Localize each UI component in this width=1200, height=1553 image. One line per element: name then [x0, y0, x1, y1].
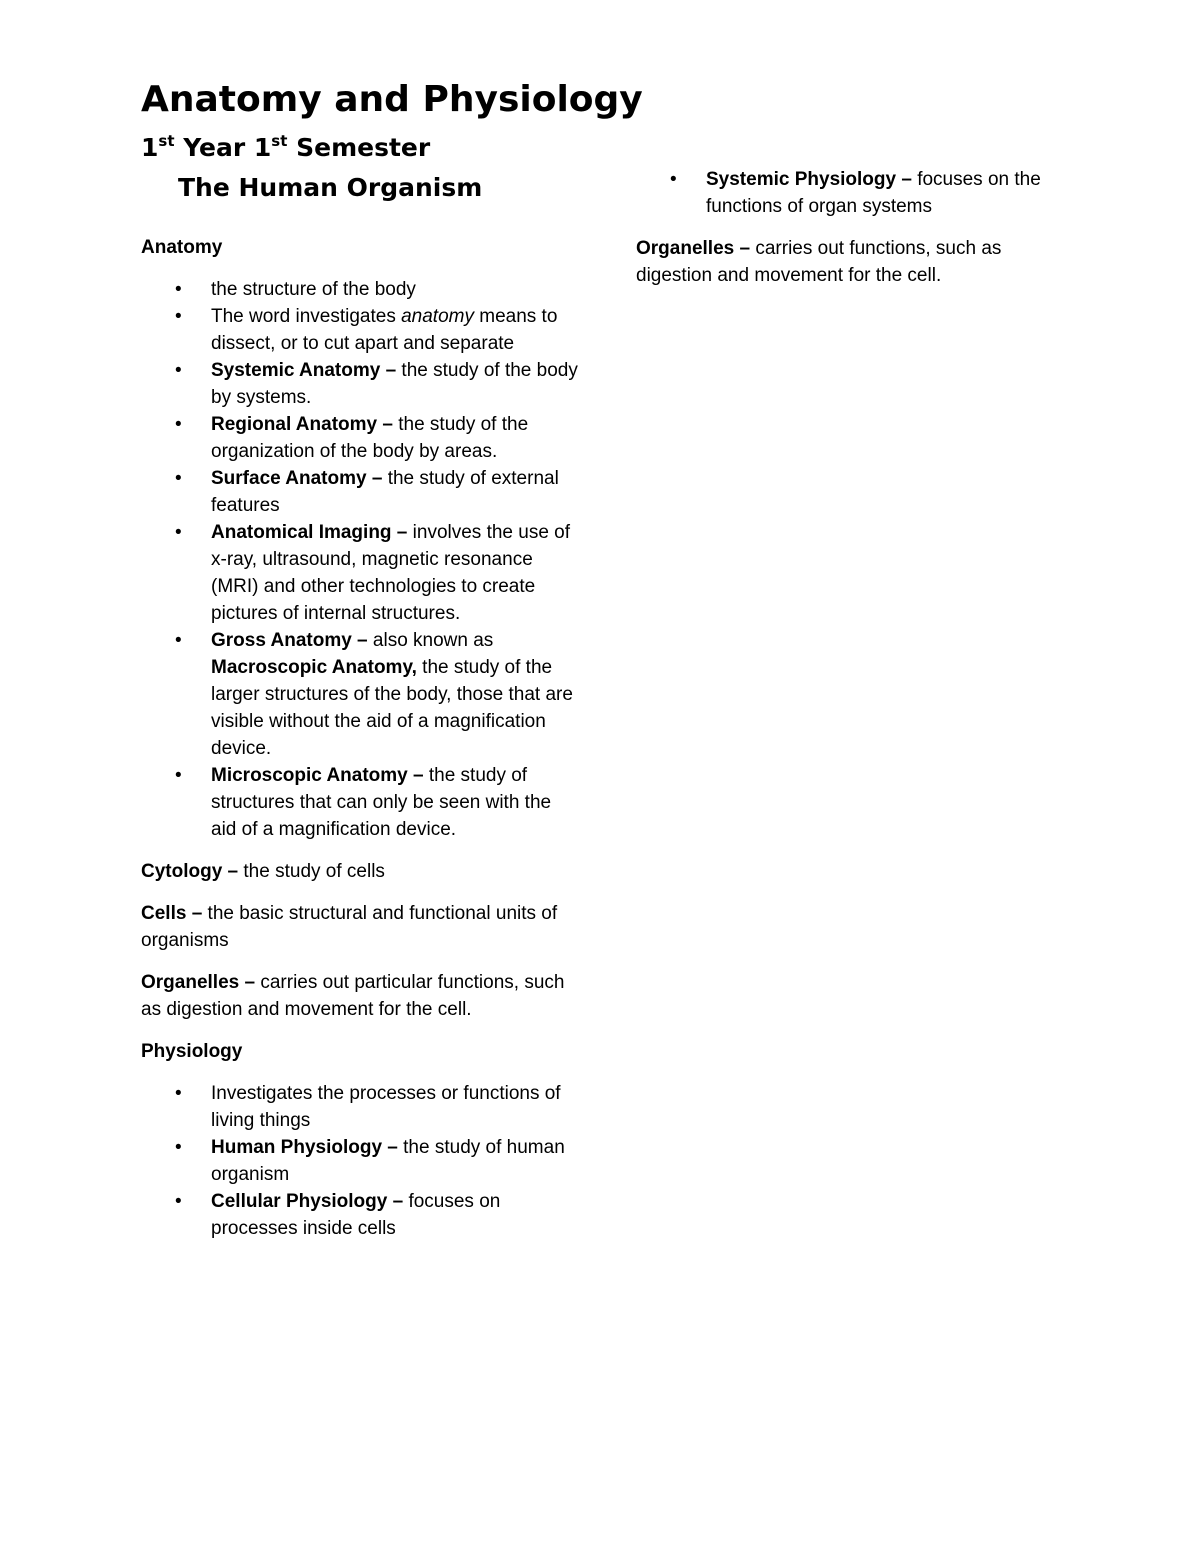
list-item-text: the study of the body by systems.	[211, 360, 578, 408]
list-item-term: Systemic Anatomy –	[211, 360, 397, 381]
anatomy-list	[141, 276, 581, 843]
bullet-icon: •	[175, 1191, 182, 1212]
paragraph-text: carries out functions, such as digestion and movement for the cell.	[636, 238, 1002, 286]
list-item-text: focuses on the functions of organ systems	[706, 169, 1041, 217]
list-item-text: The word investigates	[211, 306, 402, 327]
list-item-term: Macroscopic Anatomy,	[211, 657, 417, 678]
list-item-text: the structure of the body	[211, 279, 416, 300]
list-item	[175, 411, 581, 465]
list-item	[175, 519, 581, 627]
list-item	[175, 303, 581, 357]
list-item	[175, 357, 581, 411]
subtitle-year-word: Year	[174, 133, 254, 162]
paragraph-text: the basic structural and functional units of organisms	[141, 903, 558, 951]
anatomy-heading: Anatomy	[141, 237, 223, 258]
paragraph-term: Organelles –	[141, 972, 256, 993]
list-item	[670, 166, 1076, 220]
section-title: The Human Organism	[178, 173, 483, 202]
list-item	[175, 627, 581, 762]
subtitle-semester-number: 1	[253, 133, 272, 162]
organelles-paragraph-right	[636, 235, 1076, 289]
list-item	[175, 276, 581, 303]
paragraph-term: Organelles –	[636, 238, 751, 259]
document-title: Anatomy and Physiology	[141, 79, 643, 120]
list-item-text: the study of the larger structures of the body, those that are visible without the aid of a magnification device.	[211, 657, 573, 759]
list-item-text: the study of external features	[211, 468, 559, 516]
left-column	[141, 74, 643, 1242]
list-item	[175, 1188, 581, 1242]
list-item-text: focuses on processes inside cells	[211, 1191, 501, 1239]
list-item-emphasis: anatomy	[401, 306, 474, 327]
right-column	[636, 166, 1076, 289]
bullet-icon: •	[175, 414, 182, 435]
list-item-text: the study of structures that can only be seen with the aid of a magnification device.	[211, 765, 552, 840]
list-item-text: involves the use of x-ray, ultrasound, magnetic resonance (MRI) and other technologies to create pictures of internal structures.	[211, 522, 571, 624]
list-item	[175, 762, 581, 843]
list-item-term: Gross Anatomy –	[211, 630, 368, 651]
subtitle-semester-suffix: st	[271, 131, 288, 150]
list-item-term: Surface Anatomy –	[211, 468, 383, 489]
organelles-paragraph	[141, 969, 581, 1023]
list-item-text: also known as	[367, 630, 494, 651]
list-item-text: the study of human organism	[211, 1137, 565, 1185]
list-item-term: Microscopic Anatomy –	[211, 765, 424, 786]
list-item-term: Cellular Physiology –	[211, 1191, 404, 1212]
cytology-paragraph	[141, 858, 581, 885]
list-item-term: Systemic Physiology –	[706, 169, 912, 190]
bullet-icon: •	[175, 522, 182, 543]
bullet-icon: •	[175, 279, 182, 300]
list-item-term: Anatomical Imaging –	[211, 522, 408, 543]
systemic-physiology-list	[636, 166, 1076, 220]
subtitle-year-suffix: st	[158, 131, 175, 150]
physiology-heading: Physiology	[141, 1041, 243, 1062]
subtitle-semester-word: Semester	[287, 133, 431, 162]
list-item-text: Investigates the processes or functions of living things	[211, 1083, 561, 1131]
bullet-icon: •	[175, 765, 182, 786]
bullet-icon: •	[175, 630, 182, 651]
list-item-text: means to dissect, or to cut apart and separate	[211, 306, 558, 354]
bullet-icon: •	[175, 306, 182, 327]
paragraph-term: Cells –	[141, 903, 203, 924]
list-item	[175, 465, 581, 519]
cells-paragraph	[141, 900, 581, 954]
physiology-list	[141, 1080, 581, 1242]
bullet-icon: •	[175, 360, 182, 381]
list-item	[175, 1080, 581, 1134]
document-subtitle	[141, 128, 581, 168]
bullet-icon: •	[670, 169, 677, 190]
list-item-term: Human Physiology –	[211, 1137, 398, 1158]
list-item-text: the study of the organization of the body by areas.	[211, 414, 529, 462]
paragraph-text: the study of cells	[238, 861, 385, 882]
subtitle-year-number: 1	[141, 133, 159, 162]
paragraph-text: carries out particular functions, such as digestion and movement for the cell.	[141, 972, 565, 1020]
paragraph-term: Cytology –	[141, 861, 239, 882]
bullet-icon: •	[175, 1137, 182, 1158]
bullet-icon: •	[175, 468, 182, 489]
list-item-term: Regional Anatomy –	[211, 414, 393, 435]
list-item	[175, 1134, 581, 1188]
bullet-icon: •	[175, 1083, 182, 1104]
